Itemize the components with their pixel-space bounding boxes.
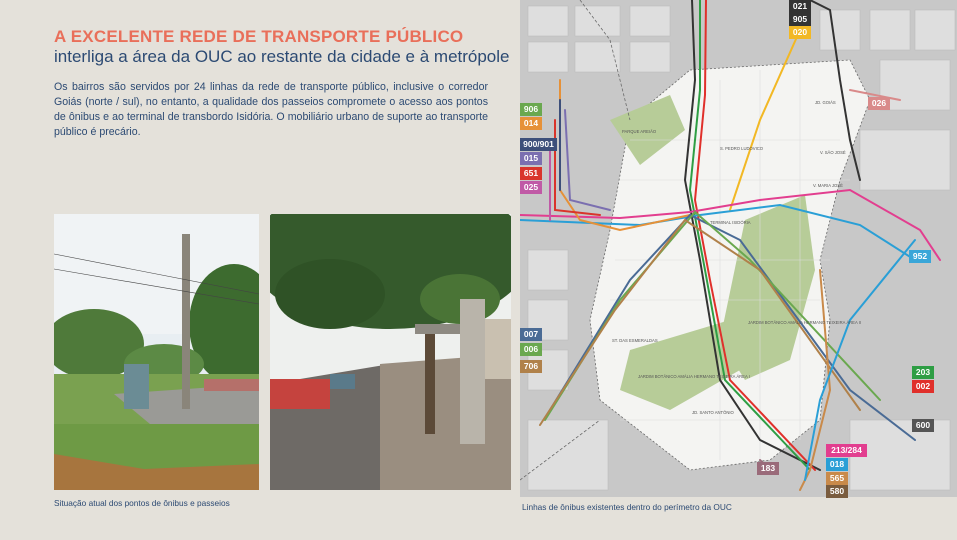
map-caption: Linhas de ônibus existentes dentro do perímetro da OUC — [522, 502, 732, 512]
badge-line-183: 183 — [757, 462, 779, 475]
badge-line-018: 018 — [826, 458, 848, 471]
badge-line-706: 706 — [520, 360, 542, 373]
photo-bus-stop-1 — [54, 214, 259, 490]
badge-line-565: 565 — [826, 472, 848, 485]
badge-line-014: 014 — [520, 117, 542, 130]
map-label-parque-areiao: PARQUE AREIÃO — [622, 129, 657, 134]
map-label-esmeraldas: ST. DAS ESMERALDAS — [612, 338, 658, 343]
badge-line-600: 600 — [912, 419, 934, 432]
map-label-terminal: TERMINAL ISIDÓRIA — [710, 220, 751, 225]
badge-line-021: 021 — [789, 0, 811, 13]
photos-caption: Situação atual dos pontos de ônibus e passeios — [54, 498, 230, 508]
badge-line-007: 007 — [520, 328, 542, 341]
map-label-pedro-ludovico: S. PEDRO LUDOVICO — [720, 146, 764, 151]
badge-line-651: 651 — [520, 167, 542, 180]
badge-line-026: 026 — [868, 97, 890, 110]
badge-line-015: 015 — [520, 152, 542, 165]
badge-line-952: 952 — [909, 250, 931, 263]
map-label-jardim-botanico-2: JARDIM BOTÂNICO AMÁLIA HERMANO TEIXEIRA ÁREA II — [748, 320, 862, 325]
badge-line-213-284: 213/284 — [826, 444, 867, 457]
map-label-jardim-botanico-1: JARDIM BOTÂNICO AMÁLIA HERMANO TEIXEIRA ÁREA I — [638, 374, 750, 379]
badge-line-900-901: 900/901 — [520, 138, 557, 151]
badge-line-905: 905 — [789, 13, 811, 26]
map-label-maria-jose: V. MARIA JOSÉ — [813, 183, 843, 188]
badge-line-203: 203 — [912, 366, 934, 379]
map-label-sao-jose: V. SÃO JOSÉ — [820, 150, 846, 155]
page-title: A EXCELENTE REDE DE TRANSPORTE PÚBLICO — [54, 27, 464, 46]
badge-line-002: 002 — [912, 380, 934, 393]
badge-line-025: 025 — [520, 181, 542, 194]
map-label-jd-goias: JD. GOIÁS — [815, 100, 836, 105]
badge-line-906: 906 — [520, 103, 542, 116]
page-subtitle: interliga a área da OUC ao restante da cidade e à metrópole — [54, 47, 510, 66]
badge-line-020: 020 — [789, 26, 811, 39]
map-label-santo-antonio: JD. SANTO ANTÔNIO — [692, 410, 734, 415]
badge-line-006: 006 — [520, 343, 542, 356]
body-paragraph: Os bairros são servidos por 24 linhas da rede de transporte público, inclusive o corredor Goiás (norte / sul), no entanto, a qualidade dos passeios compromete o acesso aos pontos de ônibus e ao terminal de transbordo Isidória. O mobiliário urbano de suporte ao transporte público é precário. — [54, 81, 488, 138]
photo-bus-stop-2 — [270, 214, 511, 490]
badge-line-580: 580 — [826, 485, 848, 498]
bus-lines-map — [520, 0, 957, 497]
